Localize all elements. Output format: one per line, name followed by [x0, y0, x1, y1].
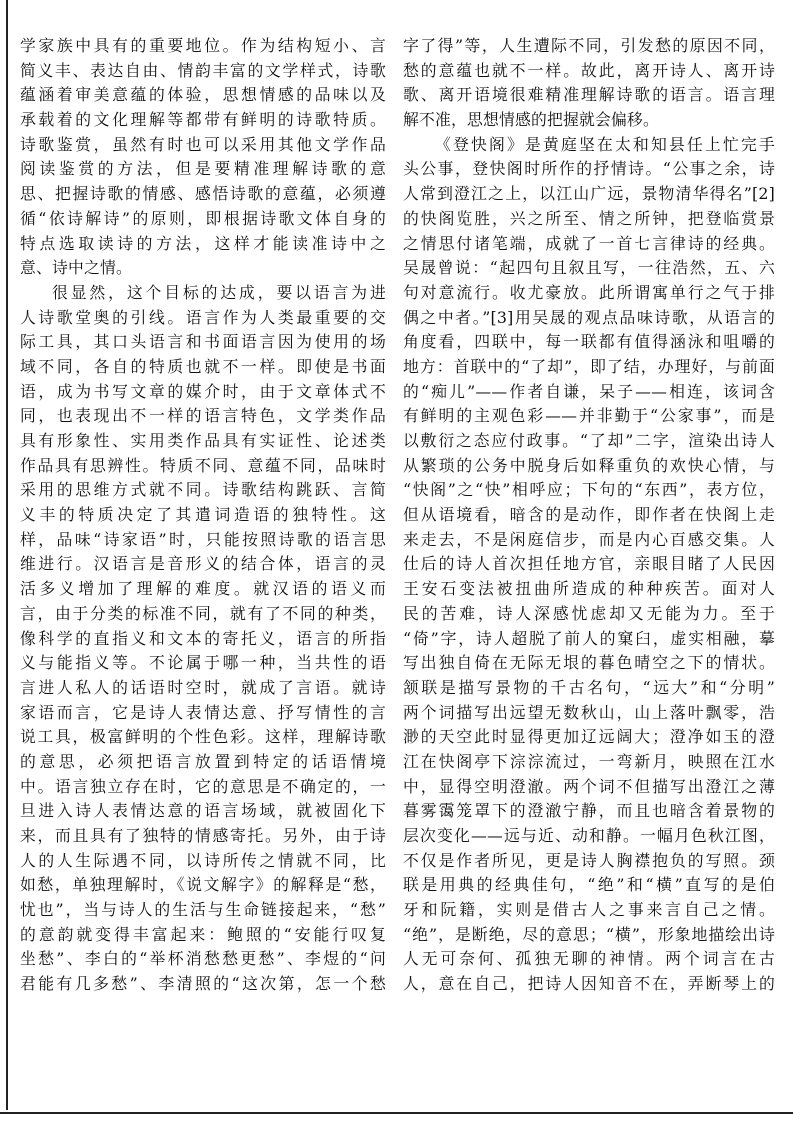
text-line: 两个词描写出远望无数秋山，山上落叶飘零，浩 [403, 702, 775, 722]
text-line: 域不同，各自的特质也就不一样。即使是书面 [20, 356, 386, 376]
text-line: 地方：首联中的“了却”，即了结，办理好，与前面 [403, 356, 775, 376]
text-line: 江在快阁亭下淙淙流过，一弯新月，映照在江水 [403, 751, 775, 771]
text-line: 之情思付诸笔端，成就了一首七言律诗的经典。 [403, 233, 775, 253]
text-line: 的意韵就变得丰富起来：鲍照的“安能行叹复 [20, 924, 386, 944]
text-line: 的快阁览胜，兴之所至、情之所钟，把登临赏景 [403, 208, 775, 228]
text-line: 很显然，这个目标的达成，要以语言为进 [52, 282, 386, 302]
text-line: 语，成为书写文章的媒介时，由于文章体式不 [20, 381, 386, 401]
text-line: 写出独自倚在无际无垠的暮色晴空之下的情状。 [403, 653, 775, 673]
text-line: 义丰的特质决定了其遣词造语的独特性。这 [20, 505, 386, 525]
text-line: 阅读鉴赏的方法，但是要精准理解诗歌的意 [20, 159, 386, 179]
text-line: 活多义增加了理解的难度。就汉语的语义而 [20, 579, 386, 599]
text-line: 王安石变法被扭曲所造成的种种疾苦。面对人 [403, 579, 775, 599]
text-line: 从繁琐的公务中脱身后如释重负的欢快心情，与 [403, 455, 775, 475]
text-line: 字了得”等，人生遭际不同，引发愁的原因不同， [403, 36, 775, 55]
text-line: 角度看，四联中，每一联都有值得涵泳和咀嚼的 [403, 332, 775, 352]
text-line: 际工具，其口头语言和书面语言因为使用的场 [20, 332, 386, 352]
text-line: 家语而言，它是诗人表情达意、抒写情性的言 [20, 702, 386, 722]
text-line: 的意思，必须把语言放置到特定的话语情境 [20, 751, 386, 771]
text-line: 但从语境看，暗含的是动作，即作者在快阁上走 [403, 505, 775, 525]
text-line: 层次变化——远与近、动和静。一幅月色秋江图， [403, 826, 775, 845]
text-line: 偶之中者。”[3]用吴晟的观点品味诗歌，从语言的 [403, 307, 775, 327]
text-line: 简义丰、表达自由、情韵丰富的文学样式，诗歌 [20, 60, 386, 80]
text-line: 像科学的直指义和文本的寄托义，语言的所指 [20, 628, 386, 648]
text-line: 愁的意蕴也就不一样。故此，离开诗人、离开诗 [403, 60, 775, 80]
text-line: 句对意流行。收尤豪放。此所谓寓单行之气于排 [403, 282, 775, 302]
text-line: 人无可奈何、孤独无聊的神情。两个词言在古 [403, 949, 775, 969]
text-line: 吴晟曾说：“起四句且叙且写，一往浩然，五、六 [403, 258, 775, 278]
page-bottom-border [0, 1112, 793, 1114]
text-line: 民的苦难，诗人深感忧虑却又无能为力。至于 [403, 603, 775, 623]
text-line: 坐愁”、李白的“举杯消愁愁更愁”、李煜的“问 [20, 949, 386, 969]
text-line: 渺的天空此时显得更加辽远阔大；澄净如玉的澄 [403, 727, 775, 747]
text-line: 特点选取读诗的方法，这样才能读准诗中之 [20, 233, 386, 253]
text-line: 意、诗中之情。 [20, 258, 132, 278]
text-line: 不仅是作者所见，更是诗人胸襟抱负的写照。颈 [403, 850, 775, 870]
text-line: 样，品味“诗家语”时，只能按照诗歌的语言思 [20, 529, 386, 549]
text-line: 承载着的文化理解等都带有鲜明的诗歌特质。 [20, 110, 386, 130]
text-line: 如愁，单独理解时，《说文解字》的解释是“愁， [20, 875, 386, 895]
text-line: 同，也表现出不一样的语言特色，文学类作品 [20, 406, 386, 426]
text-line: 来走去，不是闲庭信步，而是内心百感交集。人 [403, 529, 775, 549]
text-line: 言，由于分类的标准不同，就有了不同的种类， [20, 603, 386, 623]
text-line: 仕后的诗人首次担任地方官，亲眼目睹了人民因 [403, 554, 775, 574]
text-line: 有鲜明的主观色彩——并非勤于“公家事”，而是 [403, 406, 775, 426]
text-line: 人诗歌堂奥的引线。语言作为人类最重要的交 [20, 307, 386, 327]
text-line: 言进人私人的话语时空时，就成了言语。就诗 [20, 677, 386, 697]
text-line: 人，意在自己，把诗人因知音不在，弄断琴上的 [403, 974, 775, 994]
text-line: “倚”字，诗人超脱了前人的窠臼，虚实相融，摹 [403, 628, 775, 648]
text-line: 维进行。汉语言是音形义的结合体，语言的灵 [20, 554, 386, 574]
text-line: 《登快阁》是黄庭坚在太和知县任上忙完手 [435, 134, 775, 154]
text-line: 采用的思维方式就不同。诗歌结构跳跃、言简 [20, 480, 386, 500]
text-line: 学家族中具有的重要地位。作为结构短小、言 [20, 36, 386, 55]
text-line: “绝”，是断绝，尽的意思；“横”，形象地描绘出诗 [403, 924, 775, 944]
text-line: 来，而且具有了独特的情感寄托。另外，由于诗 [20, 826, 386, 845]
text-line: 具有形象性、实用类作品具有实证性、论述类 [20, 431, 386, 450]
text-line: 的“痴儿”——作者自谦，呆子——相连，该词含 [403, 381, 775, 401]
text-line: 人的人生际遇不同，以诗所传之情就不同，比 [20, 850, 386, 870]
text-line: 中。语言独立存在时，它的意思是不确定的，一 [20, 776, 386, 796]
text-line: 循“依诗解诗”的原则，即根据诗歌文体自身的 [20, 208, 386, 228]
text-line: 旦进入诗人表情达意的语言场域，就被固化下 [20, 801, 386, 821]
text-line: 牙和阮籍，实则是借古人之事来言自己之情。 [403, 900, 775, 920]
text-line: 忧也”，当与诗人的生活与生命链接起来，“愁” [20, 900, 386, 920]
page-left-border [6, 0, 8, 1110]
text-line: 以敷衍之态应付政事。“了却”二字，渲染出诗人 [403, 431, 775, 450]
text-line: 歌、离开语境很难精准理解诗歌的语言。语言理 [403, 85, 775, 105]
text-line: 君能有几多愁”、李清照的“这次第，怎一个愁 [20, 974, 386, 994]
right-text-column [403, 34, 775, 997]
text-line: 作品具有思辨性。特质不同、意蕴不同，品味时 [20, 455, 386, 475]
text-line: 诗歌鉴赏，虽然有时也可以采用其他文学作品 [20, 134, 386, 154]
text-line: 中，显得空明澄澈。两个词不但描写出澄江之薄 [403, 776, 775, 796]
text-line: “快阁”之“快”相呼应；下句的“东西”，表方位， [403, 480, 775, 500]
text-line: 联是用典的经典佳句，“绝”和“横”直写的是伯 [403, 875, 775, 895]
text-line: 暮雾霭笼罩下的澄澈宁静，而且也暗含着景物的 [403, 801, 775, 821]
text-line: 蕴涵着审美意蕴的体验，思想情感的品味以及 [20, 85, 386, 105]
text-line: 思、把握诗歌的情感、感悟诗歌的意蕴，必须遵 [20, 184, 386, 204]
text-line: 解不准，思想情感的把握就会偏移。 [403, 110, 659, 130]
left-text-column [20, 34, 386, 997]
text-line: 头公事，登快阁时所作的抒情诗。“公事之余，诗 [403, 159, 775, 179]
text-line: 颔联是描写景物的千古名句，“远大”和“分明” [403, 677, 775, 697]
text-line: 人常到澄江之上，以江山广远，景物清华得名”[2] [403, 184, 775, 204]
text-line: 说工具，极富鲜明的个性色彩。这样，理解诗歌 [20, 727, 386, 747]
text-line: 义与能指义等。不论属于哪一种，当共性的语 [20, 653, 386, 673]
